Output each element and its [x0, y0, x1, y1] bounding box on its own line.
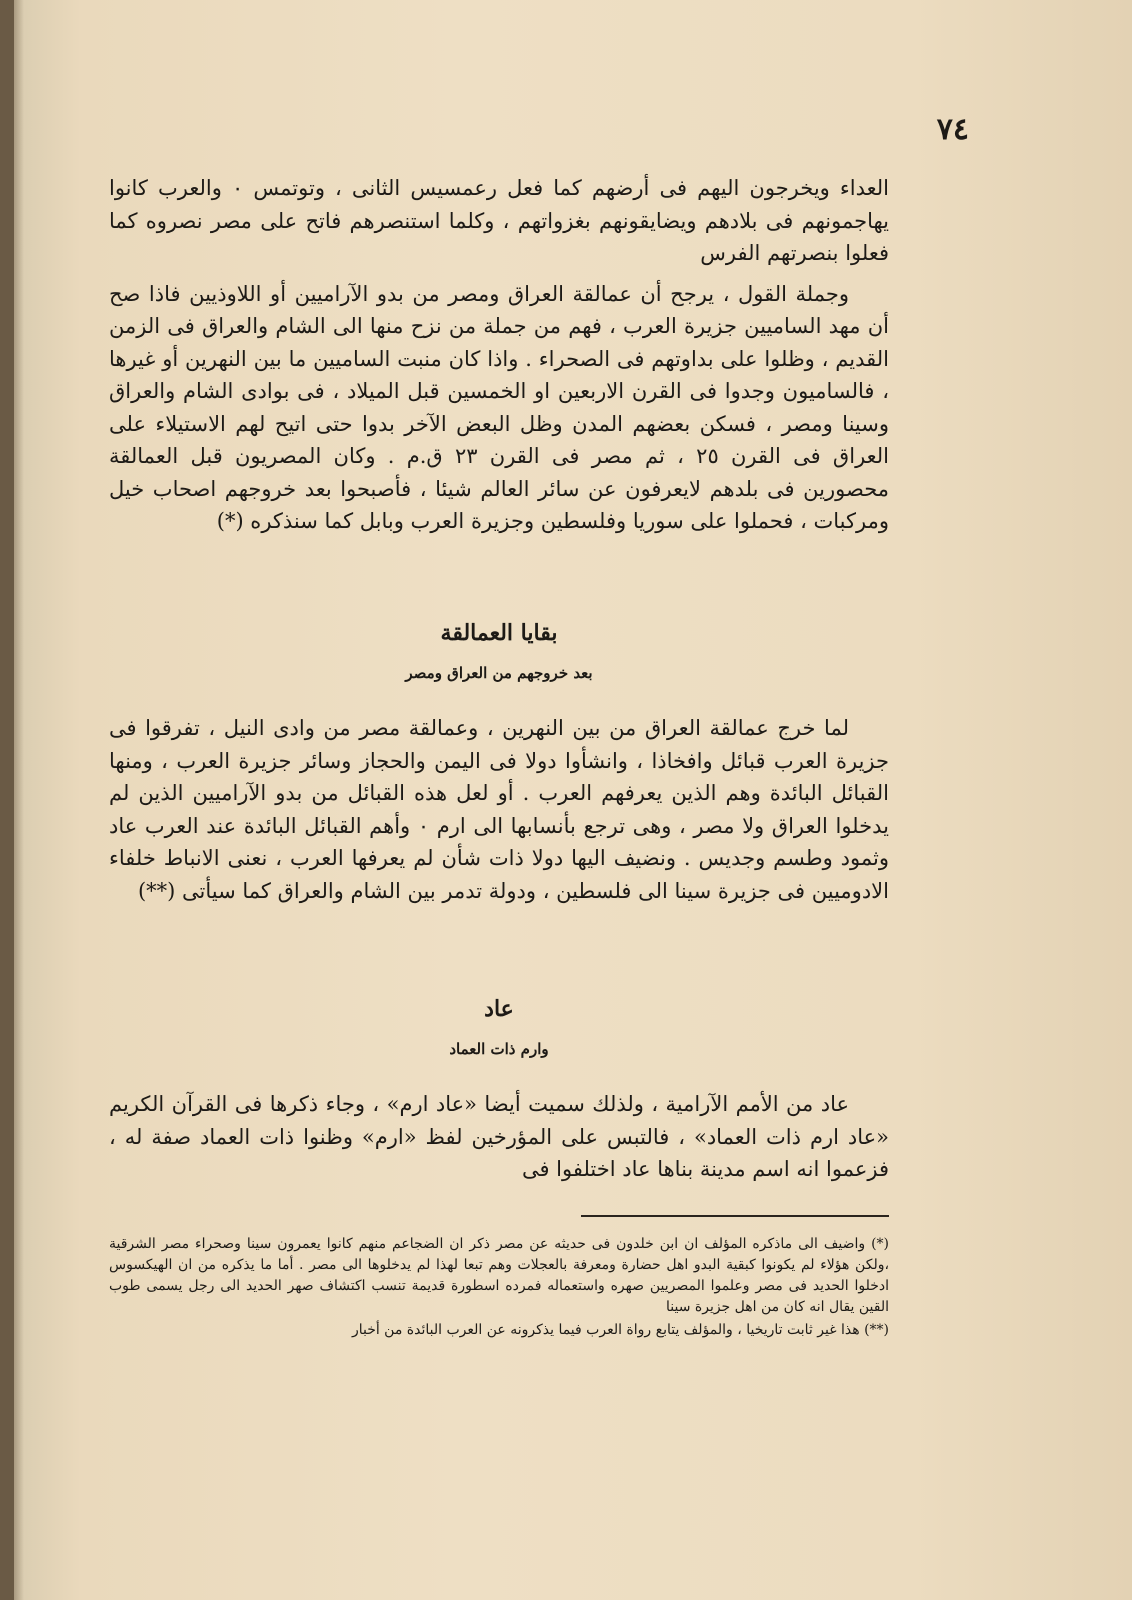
footnotes: [109, 1234, 889, 1341]
page-number: ٧٤: [936, 112, 969, 147]
top-continuation-text: [109, 172, 889, 546]
page-edge-shadow: [14, 0, 24, 1600]
section-subtitle-amalekite-remnants: بعد خروجهم من العراق ومصر: [405, 664, 593, 682]
section1-body: [109, 712, 889, 915]
section2-body: [109, 1088, 889, 1194]
book-page: [14, 0, 1132, 1600]
section-subtitle-iram: وارم ذات العماد: [449, 1040, 549, 1058]
footnote-2: (**) هذا غير ثابت تاريخيا ، والمؤلف يتابع رواة العرب فيما يذكرونه عن العرب البائدة من أخبار: [351, 1322, 889, 1338]
summary-paragraph: وجملة القول ، يرجح أن عمالقة العراق ومصر من بدو الآراميين أو اللاوذيين فاذا صح أن مهد الساميين جزيرة العرب ، فهم من جملة من نزح منها الى الشام والعراق فى الزمن القديم ، وظلوا على بداوتهم فى الصحراء . واذا كان منبت الساميين ما بين النهرين أو غيرها ، فالساميون وجدوا فى القرن الاربعين او الخمسين قبل الميلاد ، فى بوادى الشام والعراق وسينا ومصر ، فسكن بعضهم المدن وظل البعض الآخر بدوا حتى اتيح لهم الاستيلاء على العراق فى القرن ٢٥ ، ثم مصر فى القرن ٢٣ ق.م . وكان المصريون قبل العمالقة محصورين فى بلدهم لايعرفون عن سائر العالم شيئا ، فأصبحوا بعد خروجهم اصحاب خيل ومركبات ، فحملوا على سوريا وفلسطين وجزيرة العرب وبابل كما سنذكره (*): [109, 281, 890, 533]
section-title-aad: عاد: [484, 996, 514, 1022]
section1-paragraph: لما خرج عمالقة العراق من بين النهرين ، وعمالقة مصر من وادى النيل ، تفرقوا فى جزيرة العرب قبائل وافخاذا ، وانشأوا دولا فى اليمن والحجاز وسائر جزيرة العرب ، ومنها القبائل البائدة وهم الذين يعرفهم العرب . أو لعل هذه القبائل من بدو الآراميين الذين لم يدخلوا العراق ولا مصر ، وهى ترجع بأنسابها الى ارم ٠ وأهم القبائل البائدة عند العرب عاد وثمود وطسم وجديس . ونضيف اليها دولا ذات شأن لم يعرفها العرب ، نعنى الانباط خلفاء الادوميين فى جزيرة سينا الى فلسطين ، ودولة تدمر بين الشام والعراق كما سيأتى (**): [109, 716, 889, 903]
section2-paragraph: عاد من الأمم الآرامية ، ولذلك سميت أيضا «عاد ارم» ، وجاء ذكرها فى القرآن الكريم «عاد ارم ذات العماد» ، فالتبس على المؤرخين لفظ «ارم» وظنوا ذات العماد صفة له ، فزعموا انه اسم مدينة بناها عاد اختلفوا فى: [109, 1092, 889, 1181]
footnote-1: (*) واضيف الى ماذكره المؤلف ان ابن خلدون فى حديثه عن مصر ذكر ان الضجاعم منهم كانوا يعمرون سينا وصحراء مصر الشرقية ،ولكن هؤلاء لم يكونوا كبقية البدو اهل حضارة ومعرفة بالعجلات وهم تبعا لهذا لم يدخلوها الى مصر . أما ما يذكره من ان الهيكسوس ادخلوا الحديد فى مصر وعلموا المصريين صهره واستعماله فمرده اسطورة قديمة تنسب اكتشاف صهر الحديد الى رجل يسمى طوب القين يقال انه كان من اهل جزيرة سينا: [109, 1236, 889, 1315]
section-title-amalekite-remnants: بقايا العمالقة: [440, 620, 558, 646]
continuation-paragraph: العداء ويخرجون اليهم فى أرضهم كما فعل رعمسيس الثانى ، وتوتمس ٠ والعرب كانوا يهاجمونهم فى بلادهم ويضايقونهم بغزواتهم ، وكلما استنصرهم فاتح على مصر نصروه كما فعلوا بنصرتهم الفرس: [109, 176, 889, 265]
footnote-divider: [581, 1215, 889, 1217]
